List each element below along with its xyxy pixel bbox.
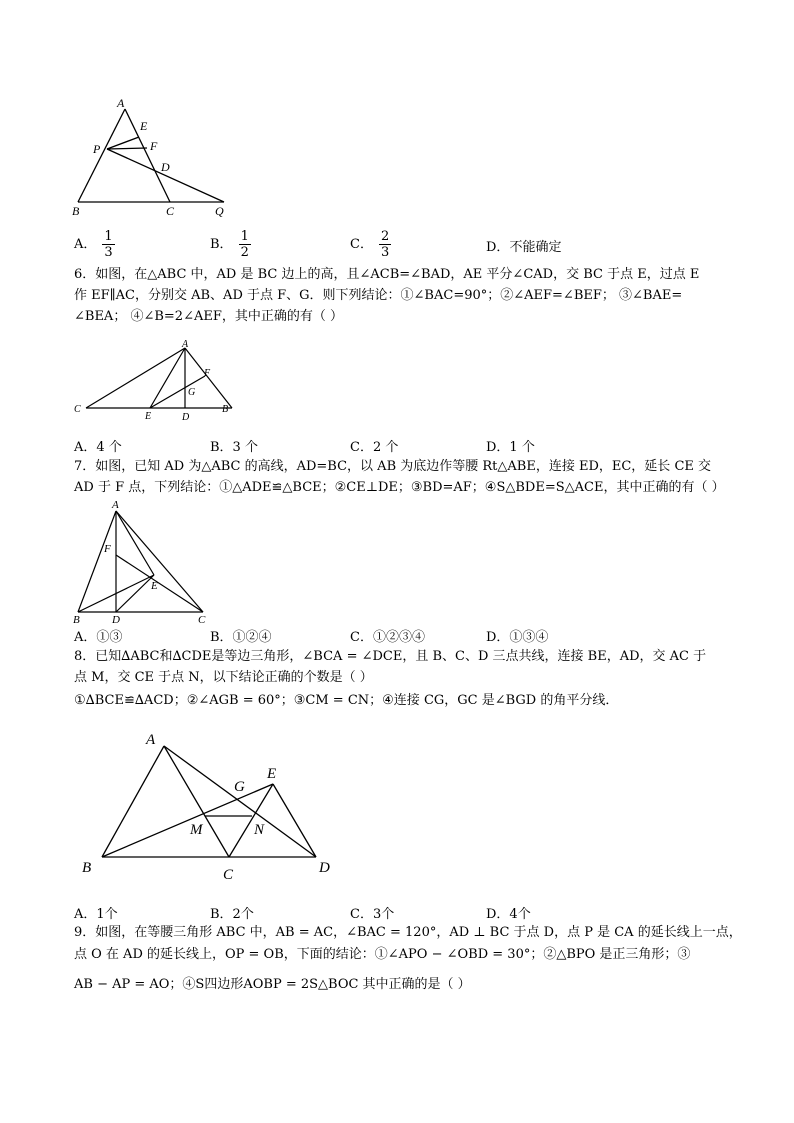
q6-label-c: C [74,404,81,415]
q5-option-b[interactable] [210,230,251,259]
q8-option-a[interactable]: A．1个 [74,907,118,922]
q6-label-f: F [204,368,211,379]
q6-option-d[interactable]: D．1 个 [486,440,535,455]
q5-option-d-text: 不能确定 [509,240,562,255]
q5-option-b-letter: B． [210,237,233,252]
q6-option-c[interactable]: C．2 个 [350,440,399,455]
q6-text-line1: 6．如图，在△ABC 中，AD 是 BC 边上的高，且∠ACB=∠BAD，AE 平分∠CAD，交 BC 于点 E，过点 E [74,267,700,282]
q5-label-d: D [161,160,170,174]
q5-option-b-numerator: 1 [240,229,249,244]
q7-figure [68,497,218,627]
q5-label-p: P [93,142,101,156]
q5-option-a[interactable] [74,230,115,259]
q7-text-line2: AD 于 F 点，下列结论：①△ADE≌△BCE；②CE⊥DE；③BD=AF；④S△BDE=S△ACE，其中正确的有（ ） [74,480,725,495]
q5-figure [60,95,240,220]
q7-text-line1: 7．如图，已知 AD 为△ABC 的高线，AD=BC，以 AB 为底边作等腰 Rt△ABE，连接 ED，EC，延长 CE 交 [74,459,712,474]
q7-label-a: A [112,499,119,511]
q8-figure [76,724,346,889]
q6-text-line3: ∠BEA； ④∠B=2∠AEF，其中正确的有（ ） [74,309,343,324]
q7-label-c: C [198,614,206,626]
q8-text-line2: 点 M，交 CE 于点 N，以下结论正确的个数是（ ） [74,670,373,685]
q7-option-d[interactable]: D．①③④ [486,630,549,645]
q8-label-m: M [190,822,203,838]
q5-option-c-letter: C． [350,237,373,252]
q5-option-b-denominator: 2 [240,245,249,260]
q6-label-g: G [188,387,196,398]
q8-label-b: B [82,860,92,876]
q9-text-line2: 点 O 在 AD 的延长线上，OP = OB，下面的结论：①∠APO − ∠OBD = 30°；②△BPO 是正三角形；③ [74,947,691,962]
q8-label-c: C [223,867,234,883]
q5-label-e: E [140,119,148,133]
q5-label-a: A [117,96,125,110]
q6-label-d: D [182,412,190,423]
q8-label-d: D [319,860,330,876]
q5-option-c-numerator: 2 [380,229,390,244]
q5-label-q: Q [215,204,224,218]
q5-option-d[interactable] [486,236,561,255]
q6-label-b: B [222,404,229,415]
q5-option-a-denominator: 3 [104,245,113,260]
q6-text-line2: 作 EF∥AC，分别交 AB、AD 于点 F、G．则下列结论：①∠BAC=90°；②∠AEF=∠BEF； ③∠BAE= [74,288,683,303]
q8-label-a: A [146,732,156,748]
q5-label-b: B [72,204,80,218]
q7-label-f: F [104,543,111,555]
q6-label-e: E [145,411,152,422]
q9-text-line3: AB − AP = AO；④S四边形AOBP = 2S△BOC 其中正确的是（ ） [74,977,471,992]
q5-option-c[interactable] [350,230,391,259]
q6-option-a[interactable]: A．4 个 [74,440,122,455]
q5-option-d-letter: D． [486,240,510,255]
q7-label-b: B [73,614,80,626]
q8-option-c[interactable]: C．3个 [350,907,395,922]
q8-label-n: N [254,822,265,838]
q9-text-line1: 9．如图，在等腰三角形 ABC 中，AB = AC，∠BAC = 120°，AD ⊥ BC 于点 D，点 P 是 CA 的延长线上一点， [74,925,742,940]
q5-option-a-numerator: 1 [104,229,113,244]
q8-label-g: G [234,779,245,795]
q5-option-a-letter: A． [74,237,97,252]
q8-option-d[interactable]: D．4个 [486,907,531,922]
q5-option-c-denominator: 3 [380,245,390,260]
q6-figure [70,338,240,423]
q8-label-e: E [267,766,277,782]
q8-option-b[interactable]: B．2个 [210,907,254,922]
q5-label-f: F [150,139,158,153]
q7-label-d: D [112,614,120,626]
q8-text-line3: ①∆BCE≌∆ACD；②∠AGB = 60°；③CM = CN；④连接 CG，GC 是∠BGD 的角平分线． [74,693,619,708]
q7-option-a[interactable]: A．①③ [74,630,123,645]
q5-label-c: C [166,204,175,218]
q8-text-line1: 8．已知∆ABC和∆CDE是等边三角形，∠BCA = ∠DCE，且 B、C、D 三点共线，连接 BE，AD，交 AC 于 [74,649,707,664]
q6-option-b[interactable]: B．3 个 [210,440,258,455]
q6-label-a: A [182,339,189,350]
q7-option-c[interactable]: C．①②③④ [350,630,425,645]
q7-label-e: E [151,580,158,592]
q7-option-b[interactable]: B．①②④ [210,630,272,645]
